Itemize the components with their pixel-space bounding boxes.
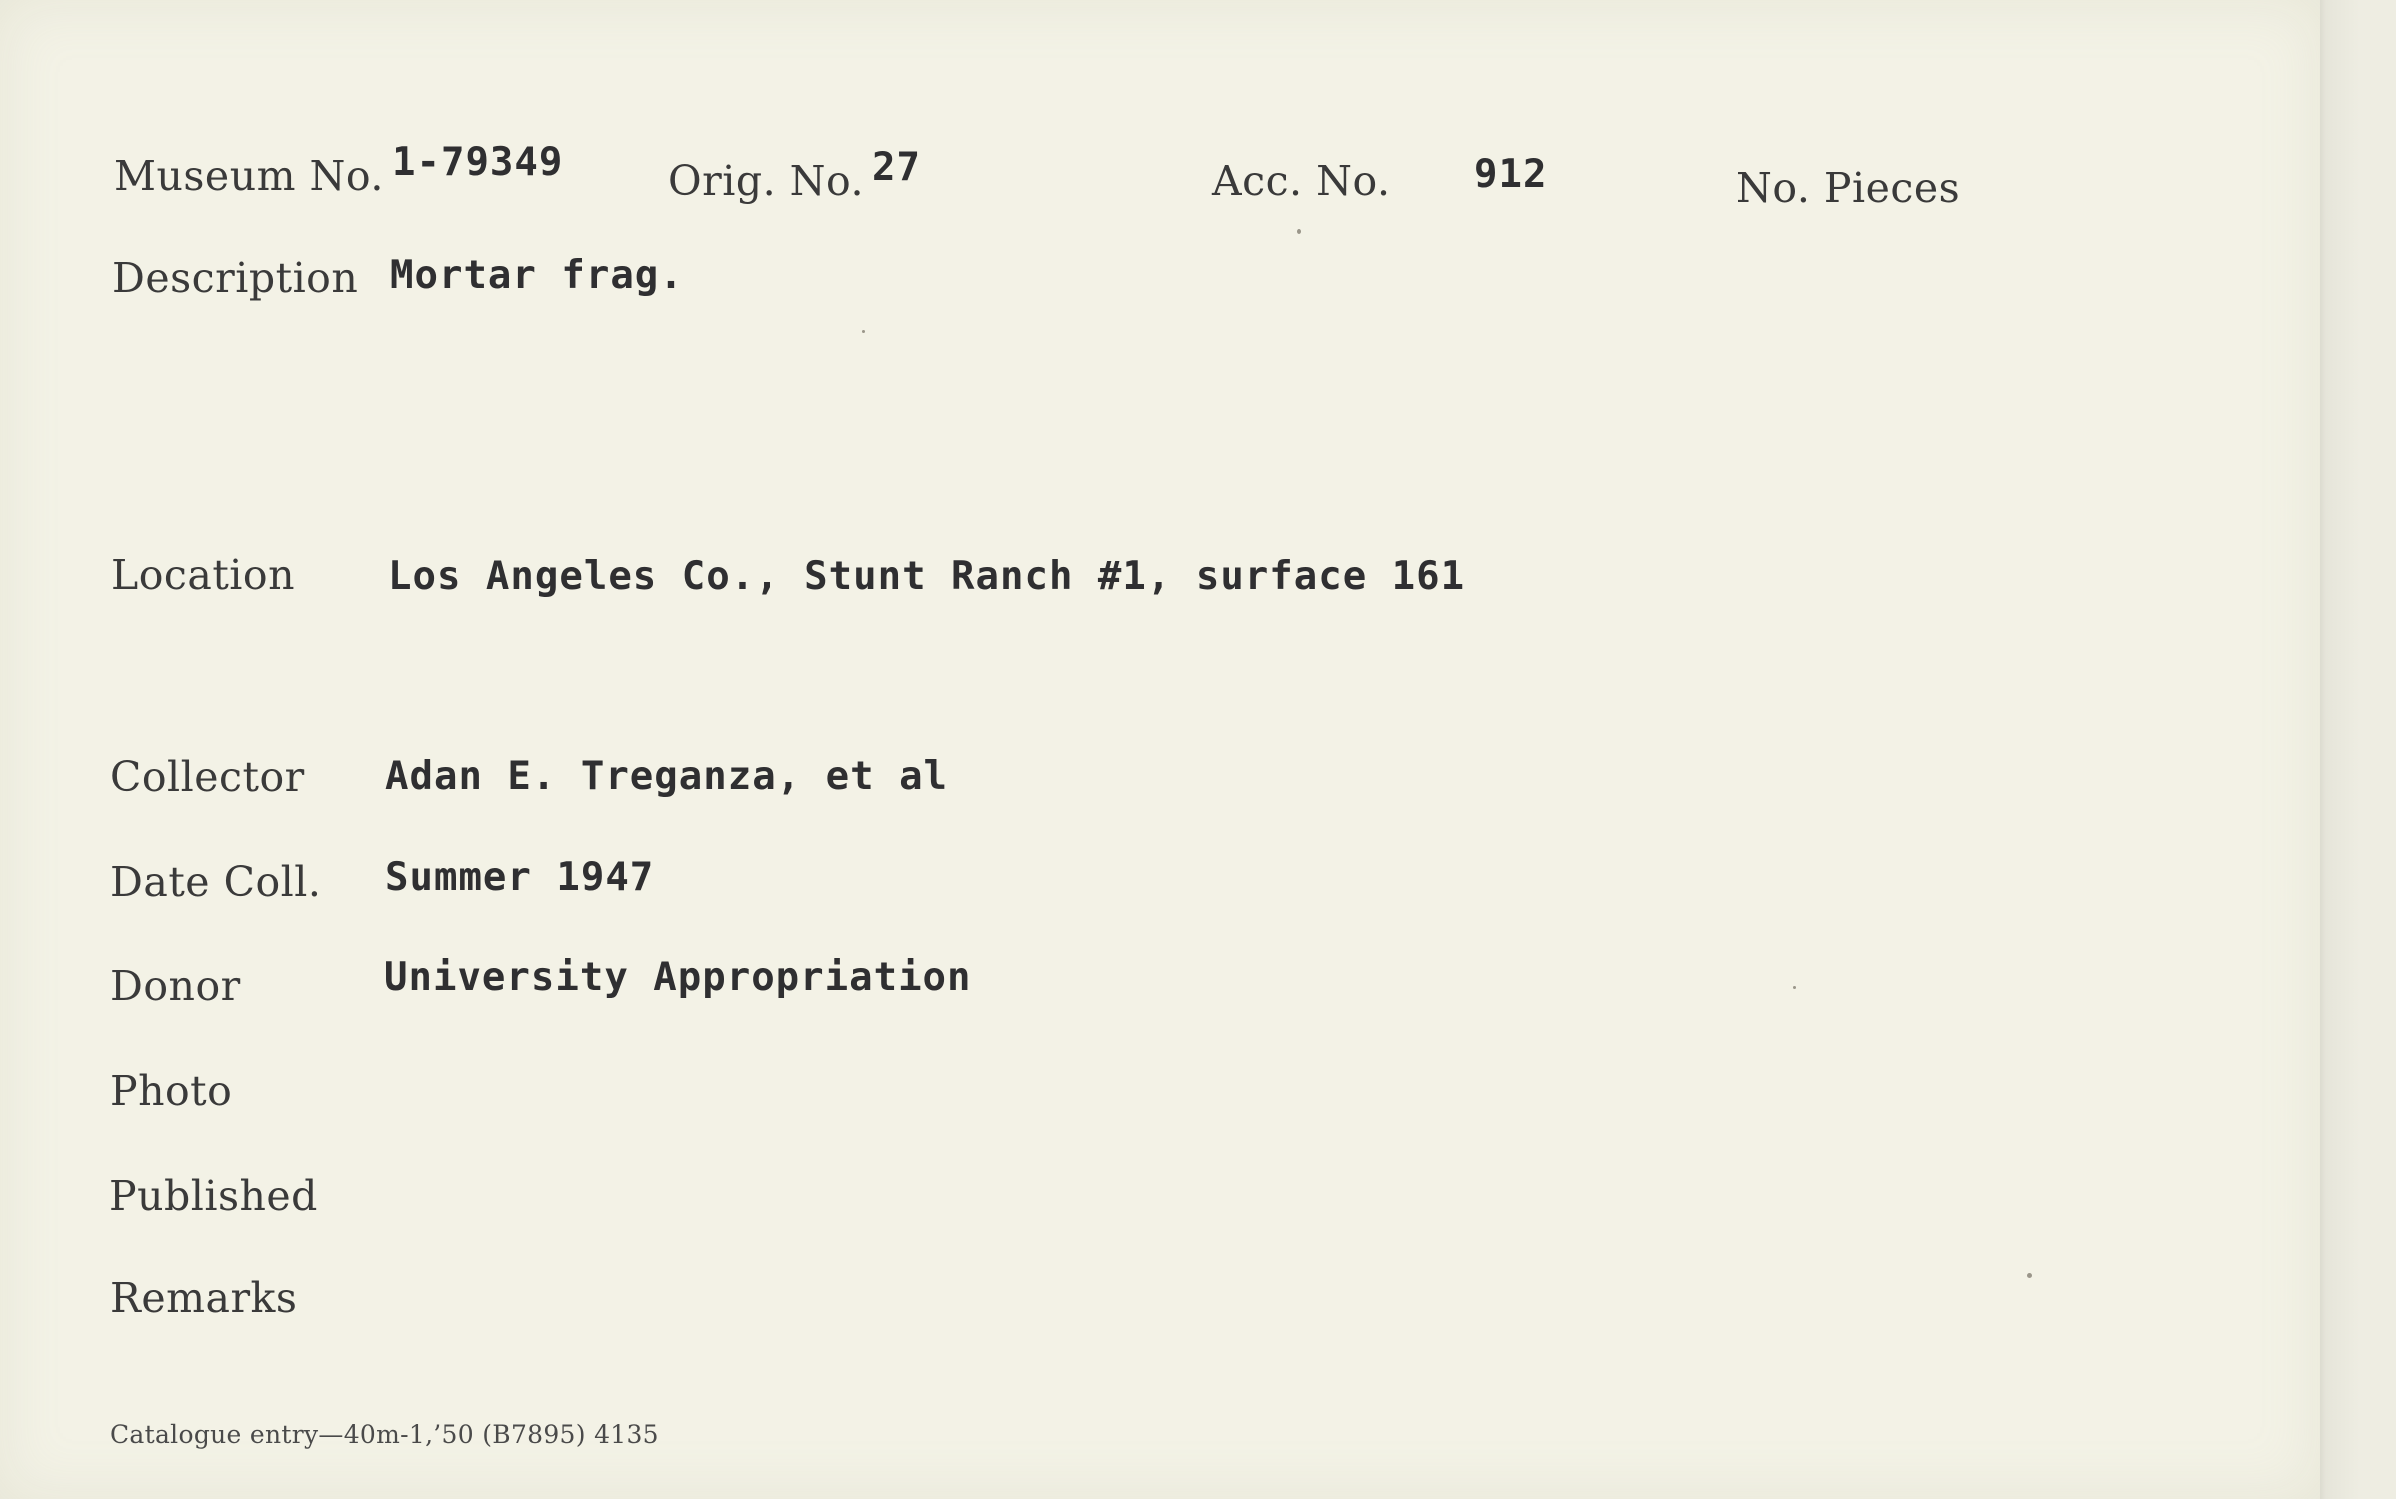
location-value: Los Angeles Co., Stunt Ranch #1, surface 161 (388, 554, 1466, 599)
location-label: Location (111, 551, 295, 599)
card-right-edge (2320, 0, 2396, 1499)
published-label: Published (109, 1172, 318, 1220)
photo-label: Photo (110, 1067, 233, 1115)
orig-no-value: 27 (872, 145, 921, 190)
paper-speck (1793, 986, 1796, 989)
date-coll-label: Date Coll. (110, 858, 322, 906)
museum-no-label: Museum No. (114, 152, 384, 200)
acc-no-value: 912 (1474, 152, 1548, 197)
acc-no-label: Acc. No. (1212, 157, 1391, 205)
paper-speck (2027, 1273, 2032, 1278)
date-coll-value: Summer 1947 (385, 855, 655, 900)
collector-value: Adan E. Treganza, et al (385, 754, 949, 799)
description-value: Mortar frag. (390, 253, 684, 298)
museum-no-value: 1-79349 (392, 140, 564, 185)
no-pieces-label: No. Pieces (1736, 164, 1961, 212)
remarks-label: Remarks (110, 1274, 298, 1322)
collector-label: Collector (110, 753, 305, 801)
orig-no-label: Orig. No. (668, 157, 865, 205)
catalogue-footer: Catalogue entry—40m-1,’50 (B7895) 4135 (110, 1420, 659, 1449)
donor-value: University Appropriation (384, 955, 972, 1000)
paper-speck (1297, 229, 1301, 234)
paper-speck (862, 330, 865, 333)
donor-label: Donor (110, 962, 241, 1010)
description-label: Description (112, 254, 359, 302)
